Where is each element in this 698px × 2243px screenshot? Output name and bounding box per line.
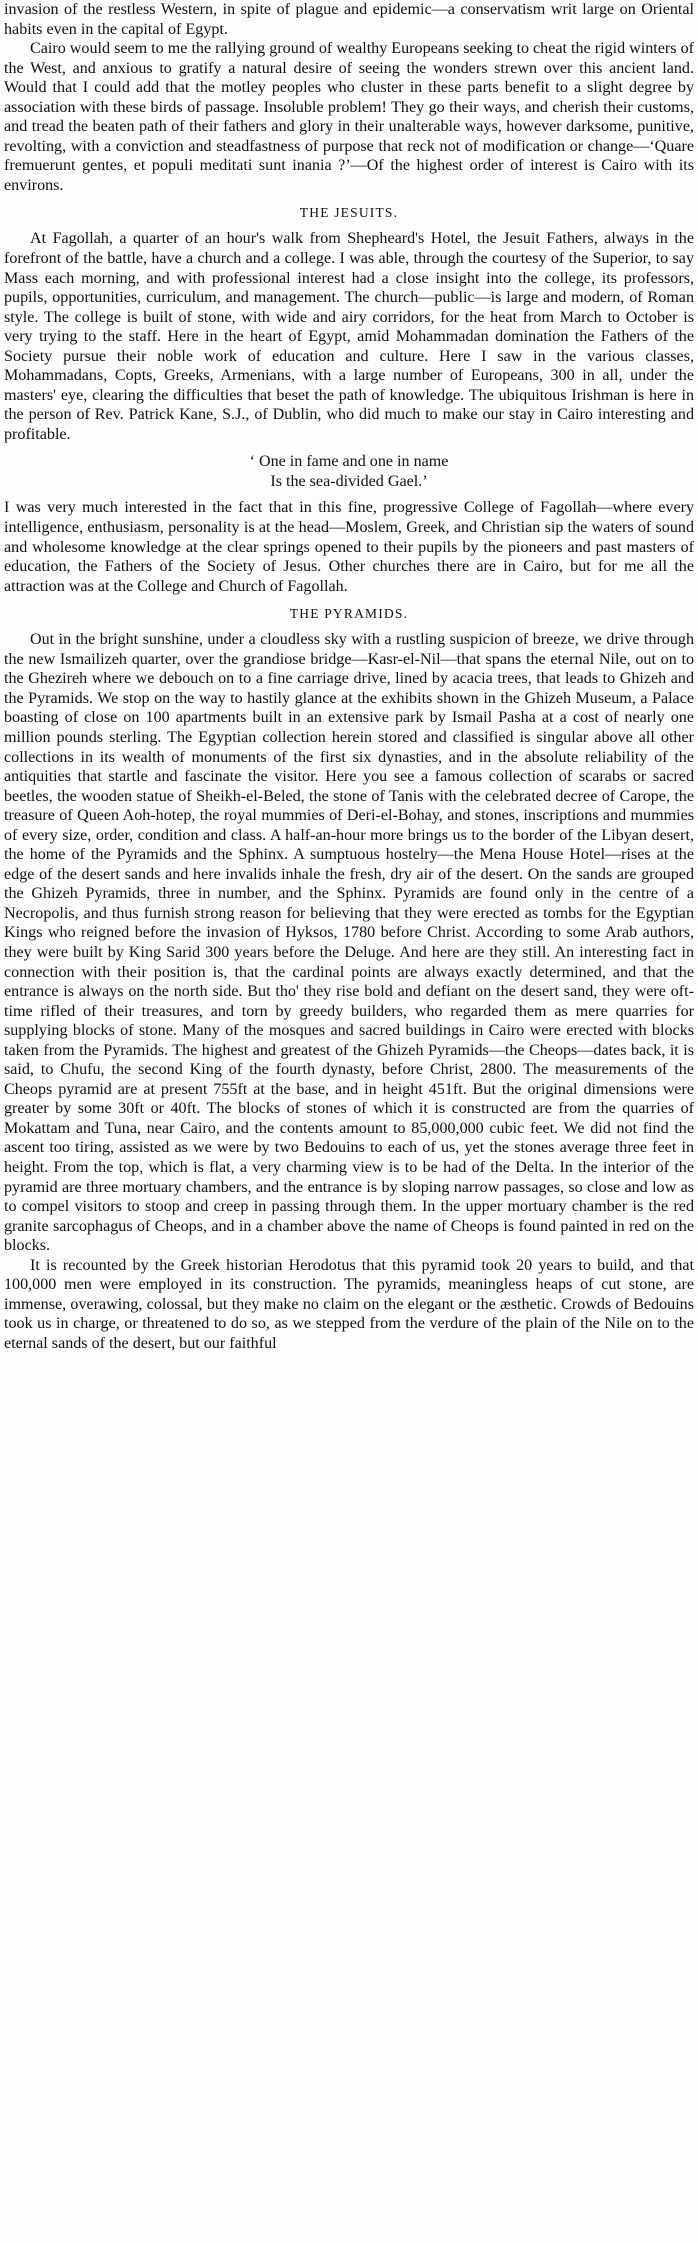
pyramids-paragraph-2: It is recounted by the Greek historian Herodotus that this pyramid took 20 years to build, and that 100,000 men were employed in its construction. The pyramids, meaningless heaps of cut stone, are immense, overawing, colossal, but they make no claim on the elegant or the æsthetic. Crowds of Bedouins took us in charge, or threatened to do so, as we stepped from the verdure of the plain of the Nile on to the eternal sands of the desert, but our faithful <box>4 1256 694 1352</box>
intro-paragraph-2: Cairo would seem to me the rallying ground of wealthy Europeans seeking to cheat the rigid winters of the West, and anxious to gratify a natural desire of seeing the wonders strewn over this ancient land. Would that I could add that the motley peoples who cluster in these parts benefit to a slight degree by association with these birds of passage. Insoluble problem! They go their ways, and cherish their customs, and tread the beaten path of their fathers and glory in their unalterable ways, however darksome, punitive, revolting, with a conviction and steadfastness of purpose that reck not of modification or change—‘Quare fremuerunt gentes, et populi meditati sunt inania ?’—Of the highest order of interest is Cairo with its environs. <box>4 40 694 194</box>
pyramids-paragraph-1: Out in the bright sunshine, under a cloudless sky with a rustling suspicion of breeze, we drive through the new Ismailizeh quarter, over the grandiose bridge—Kasr-el-Nil—that spans the eternal Nile, out on to the Ghezireh where we debouch on to a fine carriage drive, lined by acacia trees, that leads to Ghizeh and the Pyramids. We stop on the way to hastily glance at the exhibits shown in the Ghizeh Museum, a Palace boasting of close on 100 apartments built in an extensive park by Ismail Pasha at a cost of nearly one million pounds sterling. The Egyptian collection herein stored and classified is singular above all other collections in its wealth of monuments of the first six dynasties, and in the absolute reliability of the antiquities that startle and fascinate the visitor. Here you see a famous collection of scarabs or sacred beetles, the wooden statue of Sheikh-el-Beled, the stone of Tanis with the celebrated decree of Carope, the treasure of Queen Aoh-hotep, the royal mummies of Deri-el-Bohay, and stones, inscriptions and mummies of every size, order, condition and class. A half-an-hour more brings us to the border of the Libyan desert, the home of the Pyramids and the Sphinx. A sumptuous hostelry—the Mena House Hotel—rises at the edge of the desert sands and here invalids inhale the fresh, dry air of the desert. On the sands are grouped the Ghizeh Pyramids, three in number, and the Sphinx. Pyramids are found only in the centre of a Necropolis, and thus furnish strong reason for believing that they were erected as tombs for the Egyptian Kings who reigned before the invasion of Hyksos, 1780 before Christ. According to some Arab authors, they were built by King Sarid 300 years before the Deluge. And here are they still. An interesting fact in connection with their position is, that the cardinal points are always exactly determined, and that the entrance is always on the north side. But tho' they rise bold and defiant on the desert sand, they were oft-time rifled of their treasures, and torn by greedy builders, who regarded them as mere quarries for supplying blocks of stone. Many of the mosques and sacred buildings in Cairo were erected with blocks taken from the Pyramids. The highest and greatest of the Ghizeh Pyramids—the Cheops—dates back, it is said, to Chufu, the second King of the fourth dynasty, before Christ, 2800. The measurements of the Cheops pyramid are at present 755ft at the base, and in height 451ft. But the original dimensions were greater by some 30ft or 40ft. The blocks of stones of which it is constructed are from the quarries of Mokattam and Tuna, near Cairo, and the contents amount to 85,000,000 cubic feet. We did not find the ascent too tiring, assisted as we were by two Bedouins to each of us, yet the stones average three feet in height. From the top, which is flat, a very charming view is to be had of the Delta. In the interior of the pyramid are three mortuary chambers, and the entrance is by sloping narrow passages, so close and low as to compel visitors to stoop and creep in passing through them. In the upper mortuary chamber is the red granite sarcophagus of Cheops, and in a chamber above the name of Cheops is found painted in red on the blocks. <box>4 631 694 1255</box>
article-column <box>4 0 694 1353</box>
verse-line-1: ‘ One in fame and one in name <box>249 453 449 471</box>
fagollah-paragraph: I was very much interested in the fact that in this fine, progressive College of Fagollah—where every intelligence, enthusiasm, personality is at the head—Moslem, Greek, and Christian sip the waters of sound and wholesome knowledge at the clear springs opened to their pupils by the pioneers and past masters of education, the Fathers of the Society of Jesus. Other churches there are in Cairo, but for me all the attraction was at the College and Church of Fagollah. <box>4 499 694 595</box>
verse-quote <box>4 452 694 492</box>
verse-line-2: Is the sea-divided Gael.’ <box>270 473 428 491</box>
section-heading-pyramids: THE PYRAMIDS. <box>289 606 409 622</box>
jesuits-paragraph: At Fagollah, a quarter of an hour's walk from Shepheard's Hotel, the Jesuit Fathers, always in the forefront of the battle, have a church and a college. I was able, through the courtesy of the Superior, to say Mass each morning, and with professional interest had a close insight into the college, its professors, pupils, opportunities, curriculum, and management. The church—public—is large and modern, of Roman style. The college is built of stone, with wide and airy corridors, for the heat from March to October is very trying to the staff. Here in the heart of Egypt, amid Mohammadan domination the Fathers of the Society pursue their noble work of education and culture. Here I saw in the various classes, Mohammadans, Copts, Greeks, Armenians, with a large number of Europeans, 300 in all, under the masters' eye, clearing the difficulties that beset the path of knowledge. The ubiquitous Irishman is here in the person of Rev. Patrick Kane, S.J., of Dublin, who did much to make our stay in Cairo interesting and profitable. <box>4 230 694 443</box>
section-heading-jesuits: THE JESUITS. <box>299 205 399 221</box>
intro-paragraph-1: invasion of the restless Western, in spite of plague and epidemic—a conservatism writ large on Oriental habits even in the capital of Egypt. <box>4 1 694 38</box>
